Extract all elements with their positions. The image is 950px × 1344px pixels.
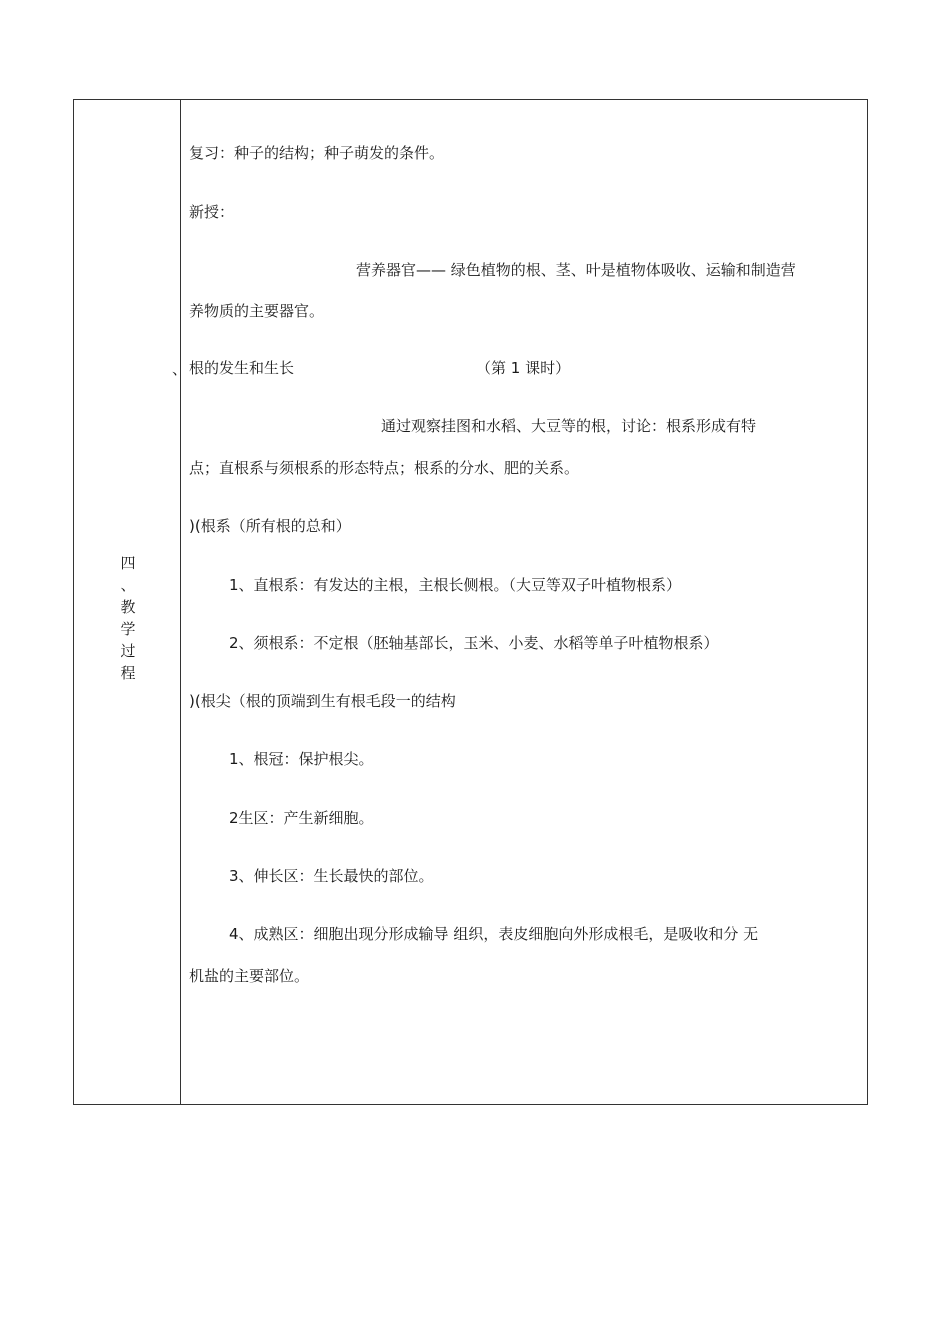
taproot-line: 1、直根系：有发达的主根，主根长侧根。（大豆等双子叶植物根系）	[229, 576, 682, 594]
maturation-line-1: 4、成熟区：细胞出现分形成输导 组织，表皮细胞向外形成根毛，是吸收和分 无	[229, 925, 759, 943]
observe-line-1: 通过观察挂图和水稻、大豆等的根，讨论：根系形成有特	[381, 417, 757, 435]
root-tip-heading: )(根尖（根的顶端到生有根毛段一的结构	[189, 692, 456, 710]
lesson-table	[73, 99, 868, 1105]
organ-intro-line-1: 营养器官—— 绿色植物的根、茎、叶是植物体吸收、运输和制造营	[356, 261, 796, 279]
section-label-char: 、	[120, 576, 136, 594]
fibrous-root-line: 2、须根系：不定根（胚轴基部长，玉米、小麦、水稻等单子叶植物根系）	[229, 634, 719, 652]
meristem-line: 2生区：产生新细胞。	[229, 809, 374, 827]
section-label-char: 学	[120, 620, 136, 638]
maturation-line-2: 机盐的主要部位。	[189, 967, 310, 985]
section-label-char: 过	[120, 642, 136, 660]
root-title: 根的发生和生长	[189, 359, 295, 377]
root-cap-line: 1、根冠：保护根尖。	[229, 750, 374, 768]
section-label-char: 教	[120, 598, 136, 616]
section-label-char: 四	[120, 554, 136, 572]
review-line: 复习：种子的结构；种子萌发的条件。	[189, 144, 445, 162]
column-divider	[180, 100, 181, 1104]
observe-line-2: 点；直根系与须根系的形态特点；根系的分水、肥的关系。	[189, 459, 580, 477]
section-label	[118, 552, 138, 684]
lesson-number: （第 1 课时）	[476, 359, 571, 377]
organ-intro-line-2: 养物质的主要器官。	[189, 302, 325, 320]
elongation-line: 3、伸长区：生长最快的部位。	[229, 867, 434, 885]
root-system-heading: )(根系（所有根的总和）	[189, 517, 351, 535]
section-label-char: 程	[120, 664, 136, 682]
root-title-mark: 、	[172, 360, 188, 378]
new-lesson-line: 新授：	[189, 203, 235, 221]
